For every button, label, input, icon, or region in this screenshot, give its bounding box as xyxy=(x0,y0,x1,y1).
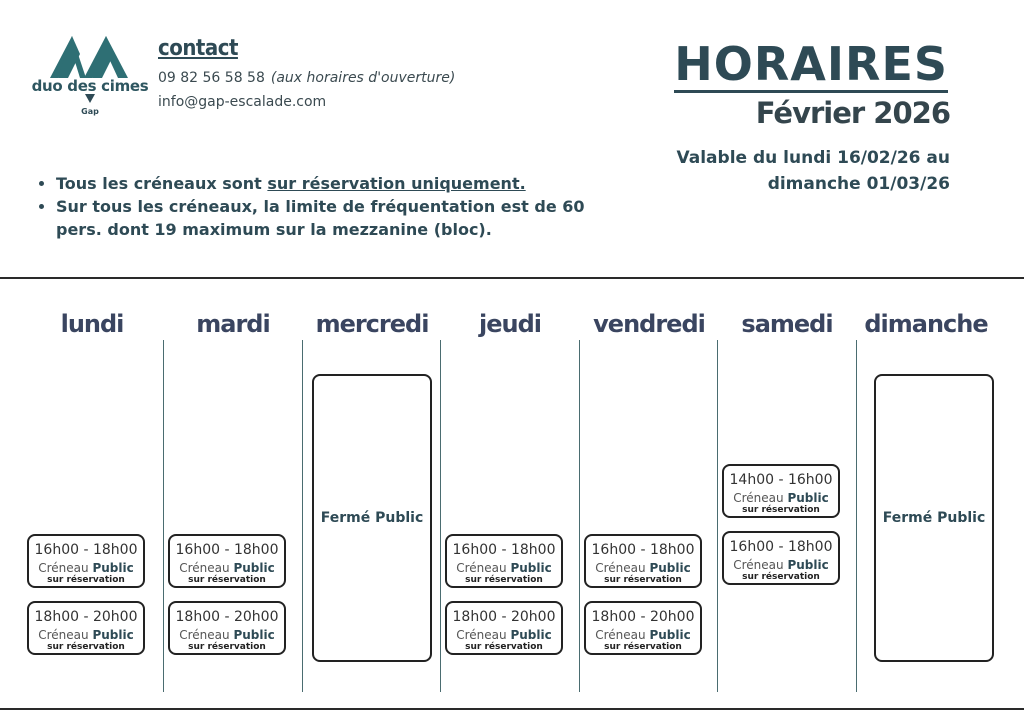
slot-type-public: Public xyxy=(787,491,829,505)
closed-box-dimanche: Fermé Public xyxy=(874,374,994,662)
contact-phone xyxy=(158,70,455,86)
phone-note: (aux horaires d'ouverture) xyxy=(270,70,456,86)
slot-time: 18h00 - 20h00 xyxy=(591,609,695,625)
slot-type xyxy=(29,628,143,642)
slot-reservation-note: sur réservation xyxy=(742,505,820,515)
slot-type-public: Public xyxy=(649,561,691,575)
day-name-dimanche: dimanche xyxy=(864,310,988,338)
slot-type-prefix: Créneau xyxy=(179,561,234,575)
slot-type-prefix: Créneau xyxy=(733,558,788,572)
slot-reservation-note: sur réservation xyxy=(465,642,543,652)
slot-time: 18h00 - 20h00 xyxy=(175,609,279,625)
slot-type-public: Public xyxy=(233,628,275,642)
slot-time: 16h00 - 18h00 xyxy=(175,542,279,558)
slot-type-prefix: Créneau xyxy=(38,561,93,575)
logo-brand-text: duo des cimes xyxy=(31,77,149,95)
column-separator xyxy=(717,340,718,692)
page-subtitle: Février 2026 xyxy=(755,96,950,130)
slot-time: 16h00 - 18h00 xyxy=(452,542,556,558)
slot-type-public: Public xyxy=(510,628,552,642)
note-1-prefix: Tous les créneaux sont xyxy=(56,174,268,193)
day-name-jeudi: jeudi xyxy=(479,310,541,338)
slot-reservation-note: sur réservation xyxy=(47,575,125,585)
time-slot-mardi-2 xyxy=(168,601,286,655)
column-separator xyxy=(579,340,580,692)
slot-type xyxy=(586,561,700,575)
column-separator xyxy=(302,340,303,692)
validity-line-2: dimanche 01/03/26 xyxy=(767,174,950,194)
notes-list xyxy=(36,172,596,241)
time-slot-samedi-2 xyxy=(722,531,840,585)
time-slot-jeudi-2 xyxy=(445,601,563,655)
day-name-mercredi: mercredi xyxy=(315,310,429,338)
column-separator xyxy=(856,340,857,692)
validity-period xyxy=(620,145,950,197)
divider-top xyxy=(0,277,1024,279)
slot-type xyxy=(447,628,561,642)
slot-type-prefix: Créneau xyxy=(733,491,788,505)
slot-type-public: Public xyxy=(649,628,691,642)
time-slot-vendredi-1 xyxy=(584,534,702,588)
slot-type-prefix: Créneau xyxy=(456,561,511,575)
slot-reservation-note: sur réservation xyxy=(47,642,125,652)
time-slot-vendredi-2 xyxy=(584,601,702,655)
note-1-underlined: sur réservation uniquement. xyxy=(267,174,526,193)
slot-type-public: Public xyxy=(92,561,134,575)
slot-type-prefix: Créneau xyxy=(179,628,234,642)
slot-type-prefix: Créneau xyxy=(456,628,511,642)
column-separator xyxy=(440,340,441,692)
day-name-mardi: mardi xyxy=(196,310,270,338)
note-capacity: • Sur tous les créneaux, la limite de fréquentation est de 60 pers. dont 19 maximum sur la mezzanine (bloc). xyxy=(56,195,596,241)
slot-type-public: Public xyxy=(787,558,829,572)
time-slot-lundi-1 xyxy=(27,534,145,588)
slot-reservation-note: sur réservation xyxy=(604,575,682,585)
slot-type-public: Public xyxy=(510,561,552,575)
slot-reservation-note: sur réservation xyxy=(188,575,266,585)
closed-box-mercredi: Fermé Public xyxy=(312,374,432,662)
time-slot-samedi-1 xyxy=(722,464,840,518)
contact-email: info@gap-escalade.com xyxy=(158,94,327,110)
time-slot-jeudi-1 xyxy=(445,534,563,588)
contact-title: contact xyxy=(158,36,238,61)
column-separator xyxy=(163,340,164,692)
slot-reservation-note: sur réservation xyxy=(465,575,543,585)
slot-time: 16h00 - 18h00 xyxy=(729,539,833,555)
slot-type-prefix: Créneau xyxy=(38,628,93,642)
note-reservation xyxy=(56,172,596,195)
slot-type-prefix: Créneau xyxy=(595,561,650,575)
time-slot-mardi-1 xyxy=(168,534,286,588)
slot-type-public: Public xyxy=(233,561,275,575)
slot-type-public: Public xyxy=(92,628,134,642)
slot-reservation-note: sur réservation xyxy=(604,642,682,652)
divider-bottom xyxy=(0,708,1024,710)
slot-type xyxy=(29,561,143,575)
slot-time: 14h00 - 16h00 xyxy=(729,472,833,488)
slot-type xyxy=(447,561,561,575)
slot-type-prefix: Créneau xyxy=(595,628,650,642)
phone-number: 09 82 56 58 58 xyxy=(158,70,265,86)
slot-reservation-note: sur réservation xyxy=(188,642,266,652)
slot-time: 16h00 - 18h00 xyxy=(34,542,138,558)
validity-line-1: Valable du lundi 16/02/26 au xyxy=(676,148,950,168)
slot-type xyxy=(170,628,284,642)
slot-type xyxy=(724,558,838,572)
slot-time: 18h00 - 20h00 xyxy=(452,609,556,625)
slot-reservation-note: sur réservation xyxy=(742,572,820,582)
time-slot-lundi-2 xyxy=(27,601,145,655)
slot-time: 18h00 - 20h00 xyxy=(34,609,138,625)
day-name-lundi: lundi xyxy=(60,310,124,338)
day-name-samedi: samedi xyxy=(741,310,833,338)
page-title: HORAIRES xyxy=(674,37,948,91)
slot-type xyxy=(586,628,700,642)
day-name-vendredi: vendredi xyxy=(593,310,705,338)
slot-type xyxy=(724,491,838,505)
slot-time: 16h00 - 18h00 xyxy=(591,542,695,558)
slot-type xyxy=(170,561,284,575)
logo-city-text: Gap xyxy=(81,107,99,116)
